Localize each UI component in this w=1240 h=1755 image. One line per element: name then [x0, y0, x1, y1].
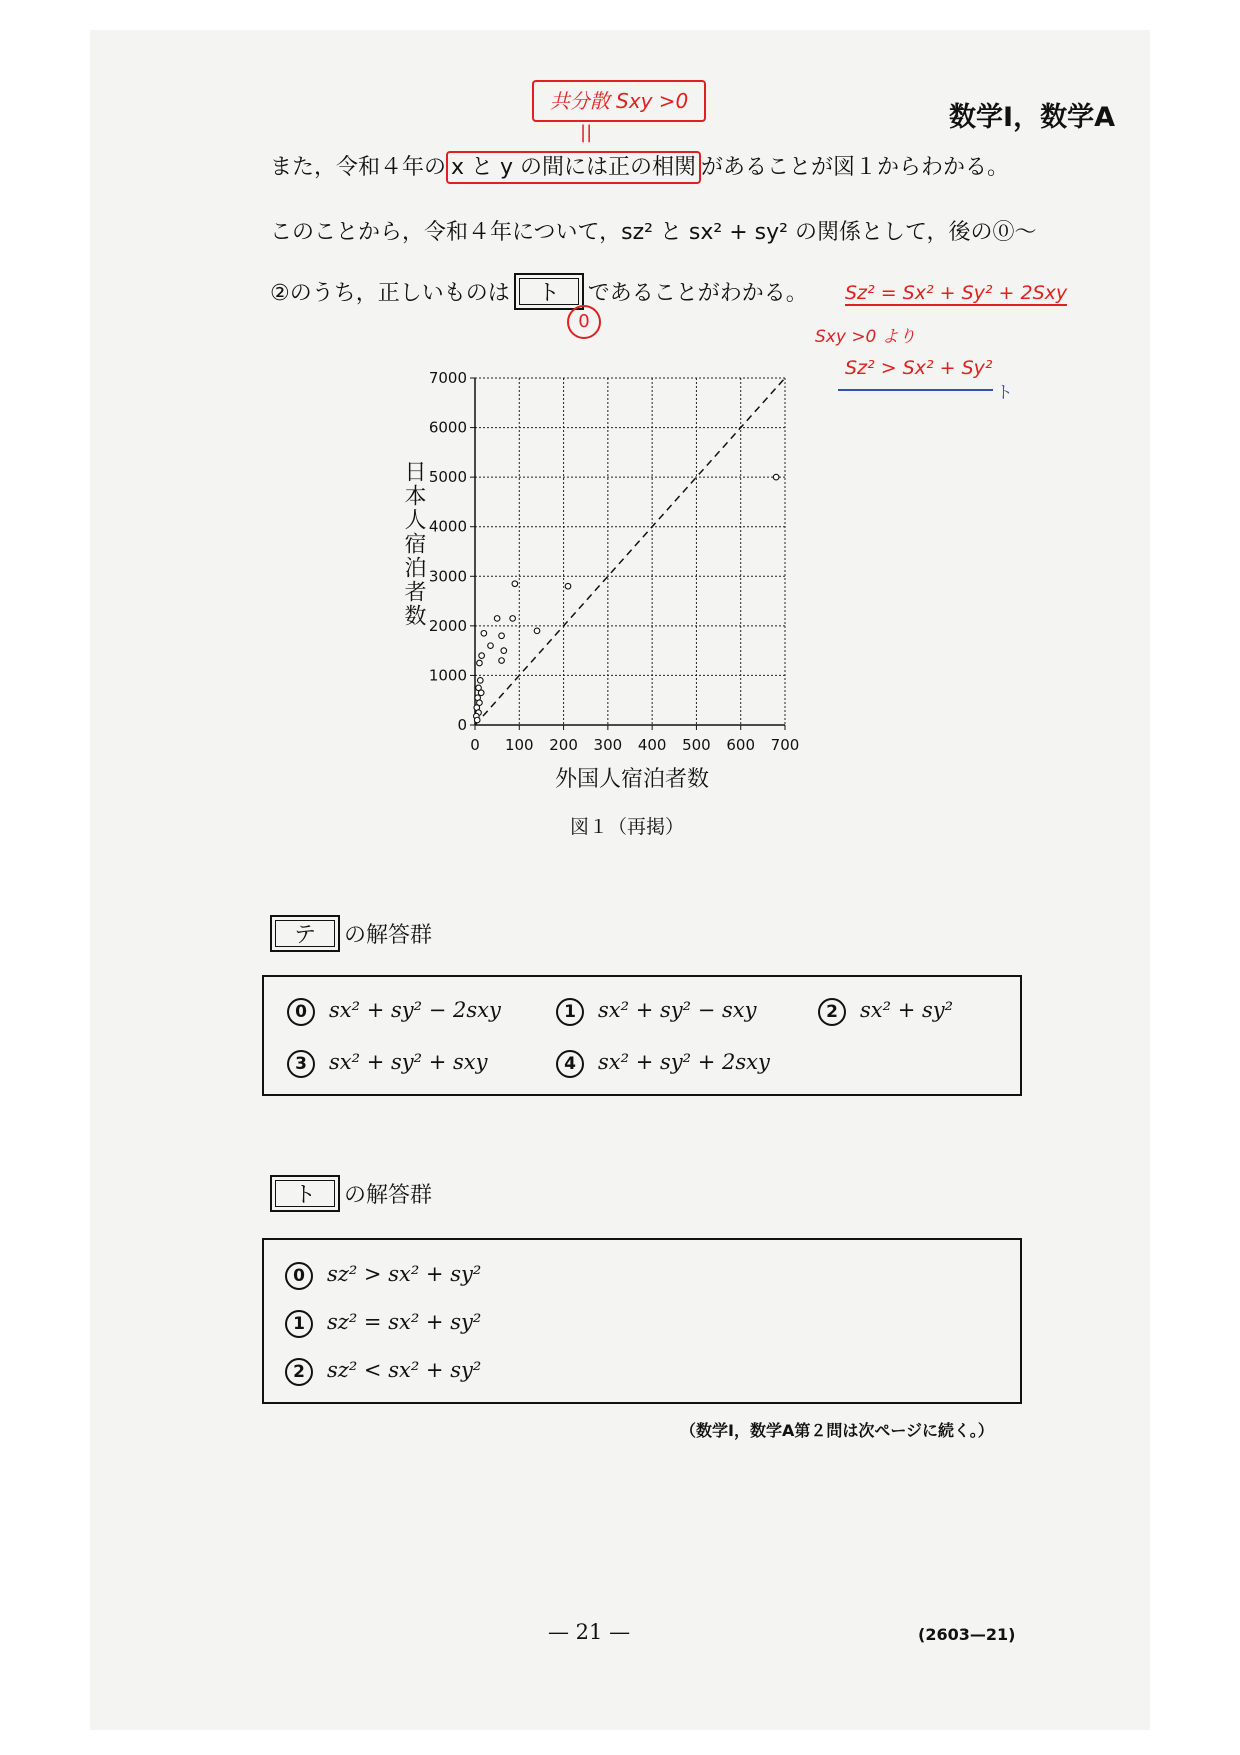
chart-x-axis-label: 外国人宿泊者数: [555, 767, 710, 792]
y-tick-label: 6000: [428, 418, 467, 437]
y-tick-label: 4000: [428, 517, 467, 536]
annotation-covariance: 共分散 Sxy >0: [532, 80, 706, 122]
te-choice-1: 1 sx² + sy² − sxy: [556, 998, 756, 1026]
data-point: [481, 630, 487, 636]
x-tick-label: 500: [682, 736, 711, 754]
te-choice-0: 0 sx² + sy² − 2sxy: [287, 998, 501, 1026]
reference-line: [475, 378, 785, 725]
page-code: (2603—21): [918, 1625, 1016, 1644]
page-number: — 21 —: [548, 1620, 631, 1644]
paragraph-line-1: また，令和４年の x と y の間には正の相関 があることが図１からわかる。: [270, 150, 1009, 181]
te-group-heading: テ の解答群: [270, 915, 432, 952]
x-tick-label: 700: [770, 736, 800, 754]
data-point: [499, 658, 505, 664]
chart-caption: 図１（再掲）: [570, 816, 685, 838]
to-choice-1: 1 sz² = sx² + sy²: [285, 1310, 481, 1338]
x-tick-label: 300: [593, 736, 623, 754]
te-choice-2: 2 sx² + sy²: [818, 998, 953, 1026]
paragraph-line-2: このことから，令和４年について，sz² と sx² + sy² の関係として，後の⓪～: [270, 220, 1037, 245]
x-tick-label: 600: [726, 736, 756, 754]
data-point: [479, 653, 485, 659]
y-tick-label: 5000: [428, 468, 467, 487]
x-tick-label: 400: [637, 736, 667, 754]
to-group-heading: ト の解答群: [270, 1175, 432, 1212]
data-point: [478, 678, 484, 684]
x-tick-label: 200: [549, 736, 578, 754]
te-choice-4: 4 sx² + sy² + 2sxy: [556, 1050, 770, 1078]
y-tick-label: 1000: [428, 666, 467, 685]
to-choice-0: 0 sz² > sx² + sy²: [285, 1262, 481, 1290]
data-point: [565, 583, 571, 589]
data-point: [510, 616, 516, 622]
y-tick-label: 0: [457, 716, 467, 734]
note-variance-formula: Sz² = Sx² + Sy² + 2Sxy: [845, 282, 1068, 304]
highlight-positive-correlation: x と y の間には正の相関: [446, 151, 701, 184]
data-point: [494, 616, 500, 622]
data-point: [773, 474, 779, 480]
y-tick-label: 7000: [428, 369, 467, 387]
handwritten-answer-mark: 0: [567, 305, 601, 339]
x-tick-label: 100: [504, 736, 534, 754]
data-point: [488, 643, 494, 649]
annotation-equal-marker: ||: [580, 122, 593, 143]
data-point: [534, 628, 540, 634]
note-answer-label: ト: [996, 383, 1013, 403]
y-tick-label: 2000: [428, 616, 467, 635]
chart-y-axis-label: 日本人宿泊者数: [401, 460, 426, 628]
te-choice-3: 3 sx² + sy² + sxy: [287, 1050, 487, 1078]
to-choice-2: 2 sz² < sx² + sy²: [285, 1358, 481, 1386]
note-conclusion: Sz² > Sx² + Sy²: [845, 357, 993, 379]
y-tick-label: 3000: [428, 567, 467, 586]
page-header-title: 数学Ⅰ，数学A: [949, 102, 1115, 133]
x-tick-label: 0: [470, 736, 480, 754]
note-underline: [838, 389, 993, 391]
continue-note: （数学Ⅰ，数学A第２問は次ページに続く。）: [680, 1421, 994, 1440]
data-point: [512, 581, 518, 587]
blank-to-box: ト: [514, 273, 584, 310]
note-sxy-positive: Sxy >0 より: [815, 327, 916, 347]
data-point: [478, 690, 484, 696]
to-label-box: ト: [270, 1175, 340, 1212]
data-point: [499, 633, 505, 639]
data-point: [474, 717, 480, 723]
data-point: [501, 648, 507, 654]
paragraph-line-3: ②のうち，正しいものは ト であることがわかる。: [270, 273, 808, 310]
te-label-box: テ: [270, 915, 340, 952]
data-point: [477, 660, 483, 666]
